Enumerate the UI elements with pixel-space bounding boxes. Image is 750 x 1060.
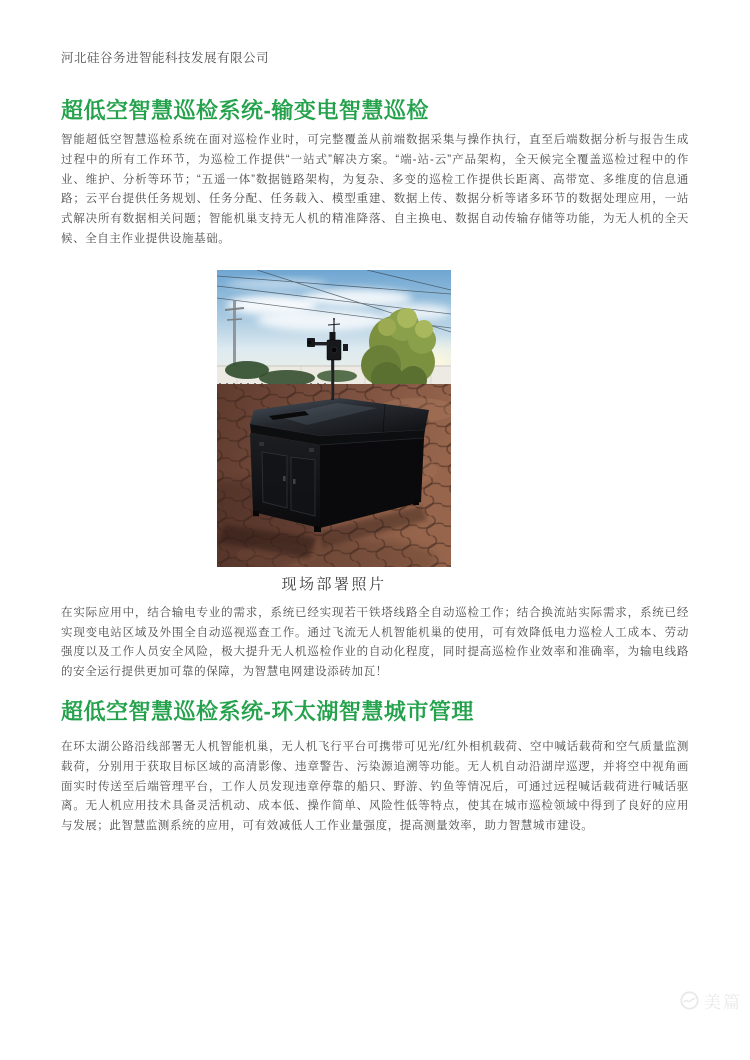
deployment-photo <box>217 270 451 567</box>
paragraph-power-intro: 智能超低空智慧巡检系统在面对巡检作业时，可完整覆盖从前端数据采集与操作执行，直至后端数据分析与报告生成过程中的所有工作环节，为巡检工作提供“一站式”解决方案。“端-站-云”产品架构，全天候完全覆盖巡检过程中的作业、维护、分析等环节；“五遥一体”数据链路架构，为复杂、多变的巡检工作提供长距离、高带宽、多维度的信息通路；云平台提供任务规划、任务分配、任务载入、模型重建、数据上传、数据分析等诸多环节的数据处理应用，一站式解决所有数据相关问题；智能机巢支持无人机的精准降落、自主换电、数据自动传输存储等功能，为无人机的全天候、全自主作业提供设施基础。 <box>61 134 689 245</box>
deployment-figure <box>217 270 451 595</box>
section-heading-power-inspection: 超低空智慧巡检系统-输变电智慧巡检 <box>61 98 429 123</box>
section-heading-city-management: 超低空智慧巡检系统-环太湖智慧城市管理 <box>61 698 474 724</box>
paragraph-city-management: 在环太湖公路沿线部署无人机智能机巢，无人机飞行平台可携带可见光/红外相机载荷、空中喊话载荷和空气质量监测载荷，分别用于获取目标区域的高清影像、违章警告、污染源追溯等功能。无人机自动沿湖岸巡逻，并将空中视角画面实时传送至后端管理平台，工作人员发现违章停靠的船只、野游、钓鱼等情况后，可通过远程喊话载荷进行喊话驱离。无人机应用技术具备灵活机动、成本低、操作简单、风险性低等特点，使其在城市巡检领域中得到了良好的应用与发展；此智慧监测系统的应用，可有效减低人工作业量强度，提高测量效率，助力智慧城市建设。 <box>61 740 689 833</box>
paragraph-power-results: 在实际应用中，结合输电专业的需求，系统已经实现若干铁塔线路全自动巡检工作；结合换流站实际需求，系统已经实现变电站区域及外围全自动巡视巡查工作。通过飞流无人机智能机巢的使用，可有效降低电力巡检人工成本、劳动强度以及工作人员安全风险，极大提升无人机巡检作业的自动化程度，同时提高巡检作业效率和准确率，为输电线路的安全运行提供更加可靠的保障，为智慧电网建设添砖加瓦！ <box>61 606 689 679</box>
watermark-label: 美篇 <box>704 993 742 1012</box>
meipian-watermark <box>680 988 742 1013</box>
meipian-logo-icon <box>680 991 699 1010</box>
photo-caption: 现场部署照片 <box>281 576 387 593</box>
company-name: 河北硅谷务进智能科技发展有限公司 <box>61 51 270 65</box>
